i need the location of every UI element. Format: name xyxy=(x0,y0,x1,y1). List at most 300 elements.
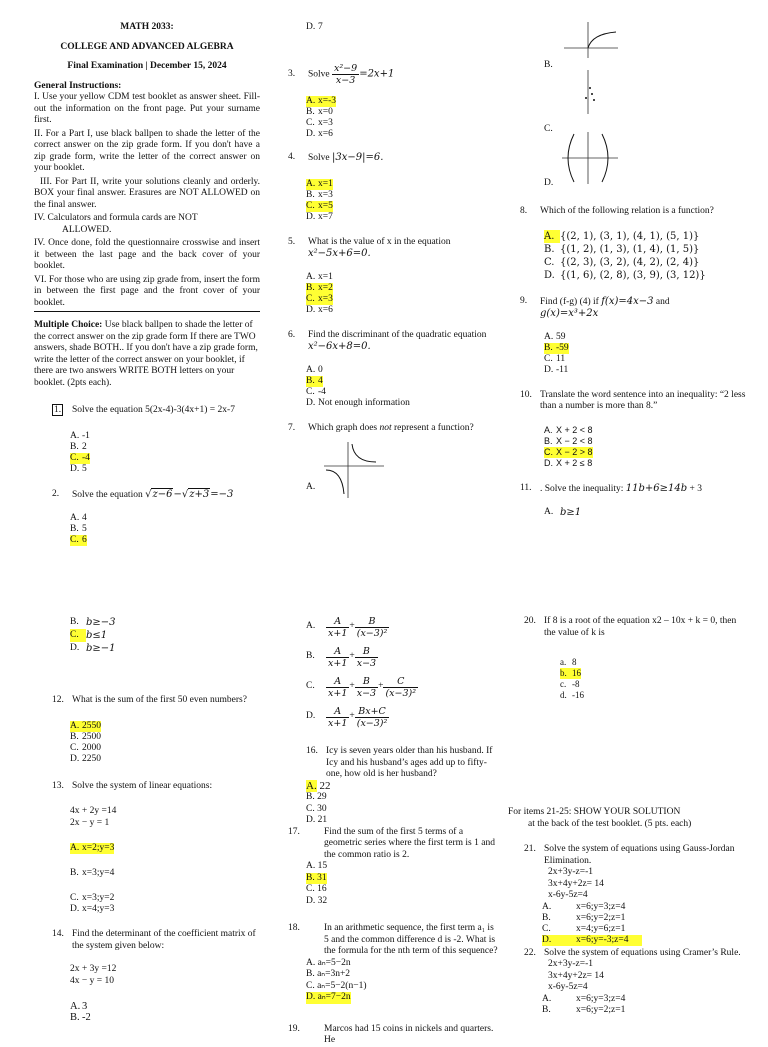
text-q1-a: -1 xyxy=(82,430,90,441)
text-q8-num: 8. xyxy=(520,206,528,216)
text-letters-D: D. xyxy=(542,934,552,945)
text-q14-num: 14. xyxy=(52,929,64,939)
text-q15opts-b-d2: x−3 xyxy=(356,657,377,669)
text-q11-text: . Solve the inequality: xyxy=(540,483,624,494)
text-letters-B: B. xyxy=(70,441,79,452)
text-letters-D: D. xyxy=(544,364,554,375)
text-q20-text: If 8 is a root of the equation x2 – 10x + k = 0, then the value of k is xyxy=(544,616,737,638)
text-q4-eq: 3x−9 xyxy=(335,152,363,163)
text-q5-eq: x²−5x+6=0. xyxy=(308,248,371,259)
text-q16-b: 29 xyxy=(317,792,327,802)
text-letters-C: C. xyxy=(544,447,556,458)
text-letters-C: C. xyxy=(542,923,551,934)
text-letters-D: D. xyxy=(70,904,80,914)
text-q15opts-d-n2: Bx+C xyxy=(355,706,390,718)
text-q10-a: X + 2 < 8 xyxy=(556,424,593,435)
text-letters-D: D. xyxy=(306,22,316,32)
text-q15opts-a-d2: (x−3)² xyxy=(356,627,388,639)
text-q19-num: 19. xyxy=(288,1023,300,1034)
text-letters-A: A. xyxy=(306,179,318,190)
text-letters-B: B. xyxy=(306,107,315,117)
graph-b-icon xyxy=(560,20,620,60)
text-q15opts-b-d1: x+1 xyxy=(328,657,348,669)
text-letters-C: C. xyxy=(306,386,315,397)
text-q3-b: x=0 xyxy=(318,107,333,117)
text-q15opts-a-n1: A xyxy=(326,616,349,628)
text-letters-C: C. xyxy=(306,884,315,894)
text-letters-A: A. xyxy=(70,721,82,732)
text-letters-D: D. xyxy=(70,643,80,653)
text-q22-e3: x-6y-5z=4 xyxy=(548,982,588,992)
text-q22-e2: 3x+4y+2z= 14 xyxy=(548,970,604,981)
question-4: 4. Solve |3x−9|=6. xyxy=(288,152,384,163)
text-q5-text: What is the value of x in the equation xyxy=(308,236,451,247)
question-3 xyxy=(288,63,498,86)
text-q9-d: -11 xyxy=(556,364,569,375)
question-17 xyxy=(288,827,498,862)
text-q15opts-b-n1: A xyxy=(326,646,349,658)
question-19 xyxy=(288,1024,498,1047)
text-q15opts-c-n1: A xyxy=(326,676,349,688)
question-18 xyxy=(288,923,498,958)
question-4-options xyxy=(306,179,498,223)
text-q12-d: 2250 xyxy=(82,753,101,764)
text-q6-b: 4 xyxy=(318,375,323,386)
text-q11-eq: 11b+6≥14b xyxy=(625,482,688,494)
text-q17-text: Find the sum of the first 5 terms of a geometric series where the first term is 1 and the common ratio is 2. xyxy=(324,826,495,860)
text-q17-c: 16 xyxy=(317,884,327,894)
text-q13-a: x=2;y=3 xyxy=(82,843,115,853)
text-q2-eq-b: z+3 xyxy=(189,488,210,500)
text-q10-text: Translate the word sentence into an inequality: “2 less than a number is more than 8.” xyxy=(540,389,746,411)
text-instructions-iv-b: ALLOWED. xyxy=(62,224,112,235)
text-letters-C: C. xyxy=(70,893,79,903)
text-letters-A: A. xyxy=(70,430,80,441)
question-6-options xyxy=(306,365,498,409)
text-q9-num: 9. xyxy=(520,295,528,306)
text-letters-D: D. xyxy=(306,129,316,139)
question-9-options xyxy=(544,332,750,376)
text-letters-A: A. xyxy=(306,779,317,792)
instructions-heading: General Instructions: xyxy=(34,80,122,91)
text-q7-text-em: not xyxy=(379,422,392,433)
question-5 xyxy=(288,237,498,260)
text-q10-num: 10. xyxy=(520,389,532,400)
multiple-choice-instructions xyxy=(34,320,260,389)
text-q4-num: 4. xyxy=(288,152,296,162)
text-q21-b: x=6;y=2;z=1 xyxy=(576,912,626,923)
column-3-page-2 xyxy=(508,616,748,1016)
text-letters-D: D. xyxy=(70,463,80,474)
question-12 xyxy=(52,695,260,707)
text-q21-text: Solve the system of equations using Gauss-Jordan Elimination. xyxy=(544,844,735,866)
text-q12-b: 2500 xyxy=(82,731,101,742)
text-q9-a: 59 xyxy=(556,331,566,342)
text-q7-d: D. xyxy=(544,178,554,188)
question-14-system xyxy=(70,964,260,987)
text-letters-C: C. xyxy=(70,742,79,753)
question-12-options xyxy=(70,721,260,765)
text-q5-a: x=1 xyxy=(318,271,333,282)
text-q15opts-c-d3: (x−3)² xyxy=(385,687,417,699)
text-letters-D: D. xyxy=(70,753,80,764)
text-letters-C: C. xyxy=(70,453,82,464)
text-letters-c: c. xyxy=(560,679,567,689)
text-letters-C: C. xyxy=(70,535,82,546)
text-letters-D: D. xyxy=(306,304,316,315)
instruction-iii: III. For Part II, write your solutions cleanly and orderly. BOX your final answer. Erasures are NOT ALLOWED on the final answer. xyxy=(34,176,260,210)
text-q18-num: 18. xyxy=(288,923,300,933)
instruction-i: I. Use your yellow CDM test booklet as answer sheet. Fill-out the information on the front page. Put your surname first. xyxy=(34,92,260,125)
text-letters-B: B. xyxy=(306,189,315,200)
text-q13-text: Solve the system of linear equations: xyxy=(72,780,213,791)
question-13 xyxy=(52,781,260,793)
text-q12-text: What is the sum of the first 50 even numbers? xyxy=(72,695,247,705)
text-q18-c: aₙ=5−2(n−1) xyxy=(317,980,367,991)
text-q3-num: 3. xyxy=(288,68,296,79)
text-letters-B: B. xyxy=(306,283,318,294)
text-q2-a: 4 xyxy=(82,513,87,523)
text-letters-A: A. xyxy=(544,424,553,435)
text-letters-B: B. xyxy=(306,872,315,883)
question-18-options xyxy=(306,958,498,1004)
question-2-option-d xyxy=(306,22,498,33)
text-letters-D: D. xyxy=(306,815,316,825)
text-q20-c: -8 xyxy=(572,679,580,689)
text-q11-d: b≥−1 xyxy=(86,643,116,654)
question-7 xyxy=(288,423,498,435)
text-letters-A: A. xyxy=(306,861,316,871)
text-q13-d: x=4;y=3 xyxy=(82,904,115,914)
text-q21-e3: x-6y-5z=4 xyxy=(548,890,588,900)
text-q3-text: Solve xyxy=(308,69,330,80)
text-q21-d: x=6;y=-3;z=4 xyxy=(576,934,629,945)
text-q3-rhs: =2x+1 xyxy=(359,68,395,80)
text-q7-text-b: represent a function? xyxy=(391,422,474,433)
text-letters-B: B. xyxy=(544,243,555,255)
question-7-graph-a xyxy=(288,440,498,500)
text-letters-C: C. xyxy=(70,629,86,642)
text-q15opts-c-d2: x−3 xyxy=(356,687,377,699)
text-letters-D: D. xyxy=(544,269,555,281)
text-q14-e1: 2x + 3y =12 xyxy=(70,964,117,974)
text-q8-text: Which of the following relation is a function? xyxy=(540,206,714,216)
text-q2-eq-a: z−6 xyxy=(152,488,173,500)
text-instructions-mc-label: Multiple Choice: xyxy=(34,320,103,330)
text-q22-num: 22. xyxy=(524,947,536,958)
text-q17-d: 32 xyxy=(317,895,328,906)
text-q11-b: b≥−3 xyxy=(86,617,116,628)
text-q15opts-d-d1: x+1 xyxy=(328,717,348,729)
text-q5-b: x=2 xyxy=(318,282,333,293)
text-letters-C: C. xyxy=(306,980,315,991)
text-q3-den-e: x−3 xyxy=(335,75,356,86)
question-14-options xyxy=(70,1001,260,1023)
instruction-iv xyxy=(34,213,260,236)
text-letters-D: D. xyxy=(306,711,316,722)
question-16 xyxy=(306,746,498,781)
text-letters-B: B. xyxy=(306,969,315,979)
question-6 xyxy=(288,330,498,353)
column-2 xyxy=(288,22,498,500)
instruction-vi: VI. For those who are using zip grade from, insert the form in between the first page and the front cover of your booklet. xyxy=(34,275,260,313)
text-q9-text-and: and xyxy=(655,296,670,307)
text-q1-text: Solve the equation 5(2x-4)-3(4x+1) = 2x-7 xyxy=(72,405,235,415)
text-q22-text: Solve the system of equations using Cramer’s Rule. xyxy=(544,947,741,958)
text-q5-d: x=6 xyxy=(318,304,333,315)
text-q4-d: x=7 xyxy=(318,211,333,222)
text-q15opts-b-n2: B xyxy=(355,646,378,658)
text-letters-B: B. xyxy=(306,792,315,802)
question-5-options xyxy=(306,272,498,316)
text-q15opts-a-n2: B xyxy=(355,616,390,628)
question-21-options xyxy=(542,902,748,946)
text-q22-b: x=6;y=2;z=1 xyxy=(576,1004,626,1015)
question-22-system xyxy=(548,959,748,994)
text-q20-a: 8 xyxy=(572,657,577,667)
text-q16-c: 30 xyxy=(317,803,327,814)
instruction-iv-fold: IV. Once done, fold the questionnaire crosswise and insert it between the last page and the back cover of your booklet. xyxy=(34,238,260,271)
part-2-instructions xyxy=(508,807,748,830)
exam-title: Final Examination | December 15, 2024 xyxy=(67,61,227,71)
text-letters-A: A. xyxy=(70,843,82,854)
text-q16-a: 22 xyxy=(319,779,331,792)
question-3-options xyxy=(306,96,498,140)
text-letters-A: A. xyxy=(70,1001,81,1012)
text-q7-b: B. xyxy=(544,60,553,70)
text-q10-c: X − 2 > 8 xyxy=(556,446,593,457)
answer-highlight: -4 xyxy=(82,452,90,463)
text-q15opts-a-d1: x+1 xyxy=(328,627,348,639)
text-q1-num: 1. xyxy=(54,405,62,415)
graph-a-icon xyxy=(318,440,388,500)
question-15-option-b: B. $\frac{A}{x+1}$ + $\frac{B}{x-3}$ xyxy=(306,645,377,669)
text-q4-a: x=1 xyxy=(318,178,333,189)
text-q6-c: -4 xyxy=(318,386,326,397)
text-letters-C: C. xyxy=(544,353,553,364)
exam-page-2 xyxy=(0,512,768,1045)
text-letters-B: B. xyxy=(542,1004,551,1015)
text-q7-text-a: Which graph does xyxy=(308,422,380,433)
text-q5-num: 5. xyxy=(288,236,296,247)
text-q4-c: x=5 xyxy=(318,200,333,211)
column-2-page-2 xyxy=(288,612,498,1047)
text-q1-d: 5 xyxy=(82,463,87,474)
text-letters-A: A. xyxy=(306,621,316,632)
text-q11-c: b≤1 xyxy=(86,630,108,641)
text-q3-d: x=6 xyxy=(318,129,333,139)
text-q14-text: Find the determinant of the coefficient matrix of the system given below: xyxy=(72,929,256,951)
text-letters-B: B. xyxy=(70,731,79,742)
text-letters-a: a. xyxy=(560,657,567,667)
text-q6-d: Not enough information xyxy=(318,397,410,408)
question-22-options xyxy=(542,994,748,1016)
text-instructions-iv-a: IV. Calculators and formula cards are NOT xyxy=(34,213,198,223)
text-q9-eq-g: g(x)=x³+2x xyxy=(540,308,599,319)
text-letters-B: B. xyxy=(306,651,315,662)
text-q22-a: x=6;y=3;z=4 xyxy=(576,993,626,1004)
text-q6-text: Find the discriminant of the quadratic equation xyxy=(308,329,487,340)
column-3 xyxy=(520,18,750,518)
text-q9-text-a: Find (f-g) (4) if xyxy=(540,296,599,307)
question-15-options xyxy=(306,612,498,732)
text-q5-c: x=3 xyxy=(318,293,333,304)
text-q21-e2: 3x+4y+2z= 14 xyxy=(548,878,604,889)
question-15-option-a: A. $\frac{A}{x+1}$ + $\frac{B}{\text{(x−3)²}}$ xyxy=(306,615,388,639)
text-q14-e2: 4x − y = 10 xyxy=(70,975,114,986)
text-q17-a: 15 xyxy=(317,861,328,871)
text-q7-num: 7. xyxy=(288,422,296,433)
question-2: 2. Solve the equation √z−6−√z+3=−3 xyxy=(52,488,234,500)
text-letters-b: b. xyxy=(560,668,572,679)
text-q4-text: Solve xyxy=(308,153,330,163)
text-q21-c: x=4;y=6;z=1 xyxy=(576,923,626,934)
text-q18-text: In an arithmetic sequence, the first term a₁ is 5 and the common difference d is -2. What is the formula for the nth term of this sequence? xyxy=(324,923,498,956)
text-letters-A: A. xyxy=(306,271,316,282)
text-q17-num: 17. xyxy=(288,826,300,837)
question-1 xyxy=(52,405,260,417)
course-title: COLLEGE AND ADVANCED ALGEBRA xyxy=(60,41,234,52)
text-q18-d: aₙ=7−2n xyxy=(317,992,351,1002)
text-q16-d: 21 xyxy=(317,815,328,825)
text-q13-b: x=3;y=4 xyxy=(82,868,115,878)
text-q9-c: 11 xyxy=(556,353,566,364)
text-q12-num: 12. xyxy=(52,695,64,705)
text-q11-a: b≥1 xyxy=(560,507,582,518)
text-letters-A: A. xyxy=(544,331,554,342)
text-letters-B: B. xyxy=(70,524,79,534)
question-9 xyxy=(520,296,750,320)
text-q21-a: x=6;y=3;z=4 xyxy=(576,901,626,912)
text-q22-e1: 2x+3y-z=-1 xyxy=(548,959,594,969)
text-q14-b: -2 xyxy=(82,1012,91,1023)
text-letters-B: B. xyxy=(70,1012,80,1023)
text-letters-A: A. xyxy=(542,993,552,1004)
text-q17-b: 31 xyxy=(317,872,327,883)
column-1 xyxy=(34,22,260,546)
question-13-system xyxy=(70,806,260,829)
text-q4-rhs: =6. xyxy=(365,152,384,163)
text-q2d-d: 7 xyxy=(318,22,323,32)
graph-d-icon xyxy=(560,130,620,186)
text-letters-A: A. xyxy=(544,230,560,243)
text-letters-B: B. xyxy=(306,376,318,387)
text-letters-B: B. xyxy=(70,868,79,878)
text-letters-A: A. xyxy=(306,957,316,968)
text-q20-num: 20. xyxy=(524,616,536,626)
text-q6-eq: x²−6x+8=0. xyxy=(308,341,371,352)
text-letters-C: C. xyxy=(306,681,315,692)
text-q6-a: 0 xyxy=(318,364,323,375)
question-8 xyxy=(520,206,750,218)
text-letters-A: A. xyxy=(542,901,552,912)
text-q13-e1: 4x + 2y =14 xyxy=(70,806,117,816)
text-q12-c: 2000 xyxy=(82,742,101,753)
question-13-option-a xyxy=(70,843,260,854)
instruction-ii: II. For a Part I, use black ballpen to shade the letter of the correct answer on the zip grade form. If you don't have a zip grade form, write the letter of the correct answer on your booklet. xyxy=(34,128,260,173)
text-q16-num: 16. xyxy=(306,746,318,756)
answer-highlight: 6 xyxy=(82,535,87,545)
text-q2-num: 2. xyxy=(52,489,60,499)
question-1-options xyxy=(70,431,260,475)
text-q4-b: x=3 xyxy=(318,189,333,200)
text-q9-b: -59 xyxy=(556,342,569,353)
question-10-options xyxy=(544,425,750,469)
text-q20-b: 16 xyxy=(572,668,581,678)
column-1-page-2 xyxy=(34,616,260,1023)
text-letters-D: D. xyxy=(306,211,316,222)
text-instructions-mc-text: Use black ballpen to shade the letter of the correct answer on the zip grade form If there are TWO answers, shade BOTH.. If you don't have a zip grade form, write the letter of the correct answer on your booklet, if there are two answers WRITE BOTH letters on your booklet. (2pts each). xyxy=(34,320,258,388)
text-q8-c: {(2, 3), (3, 2), (4, 2), (2, 4)} xyxy=(560,256,700,268)
text-q13-num: 13. xyxy=(52,780,64,791)
text-letters-A: A. xyxy=(544,507,554,517)
text-q10-d: X + 2 ≤ 8 xyxy=(556,457,593,468)
text-q11-num: 11. xyxy=(520,482,532,493)
text-q11-eq-tail: + 3 xyxy=(687,483,702,494)
text-letters-B: B. xyxy=(542,912,551,923)
text-q13-e2: 2x − y = 1 xyxy=(70,817,110,828)
question-8-options xyxy=(544,230,750,282)
text-letters-B: B. xyxy=(70,617,79,627)
text-letters-C: C. xyxy=(306,803,315,814)
text-q8-a: {(2, 1), (3, 1), (4, 1), (5, 1)} xyxy=(560,230,700,242)
text-q12-a: 2550 xyxy=(82,720,101,731)
text-q3-num-e: x²−9 xyxy=(334,63,358,74)
text-q8-d: {(1, 6), (2, 8), (3, 9), (3, 12)} xyxy=(560,269,706,281)
question-7-graphs-bcd xyxy=(520,18,750,188)
text-letters-C: C. xyxy=(306,294,318,305)
text-q20-d: -16 xyxy=(572,690,584,700)
text-q14-a: 3 xyxy=(82,1001,88,1012)
text-letters-C: C. xyxy=(306,118,315,128)
text-letters-D: D. xyxy=(306,895,316,906)
course-code: MATH 2033: xyxy=(120,22,174,32)
question-16-options xyxy=(306,781,498,827)
text-q15opts-d-d2: (x−3)² xyxy=(356,717,388,729)
text-letters-C: C. xyxy=(306,201,318,212)
text-q2-eq-c: =−3 xyxy=(210,488,234,500)
text-q15opts-d-n1: A xyxy=(326,706,349,718)
question-21-system xyxy=(548,867,748,902)
text-letters-d: d. xyxy=(560,690,567,700)
text-letters-C: C. xyxy=(544,256,555,268)
text-q7-a: A. xyxy=(306,482,316,492)
graph-c-icon xyxy=(560,68,620,116)
text-letters-B: B. xyxy=(544,435,553,446)
text-part2-text-b: at the back of the test booklet. (5 pts. each) xyxy=(528,818,692,829)
text-q15opts-c-n3: C xyxy=(383,676,418,688)
text-letters-A: A. xyxy=(306,96,318,107)
question-11-options-rest xyxy=(70,616,260,655)
question-17-options xyxy=(306,861,498,907)
question-11 xyxy=(520,483,750,496)
text-q7-c: C. xyxy=(544,124,553,134)
question-14 xyxy=(52,929,260,952)
text-q6-num: 6. xyxy=(288,329,296,340)
question-20-options xyxy=(560,657,748,701)
text-q21-num: 21. xyxy=(524,844,536,854)
question-20 xyxy=(524,616,748,639)
question-15-option-c: C. $\frac{A}{x+1}$ + $\frac{B}{x-3}$ + $\frac{C}{\text{(x−3)²}}$ xyxy=(306,675,417,699)
text-q8-b: {(1, 2), (1, 3), (1, 4), (1, 5)} xyxy=(560,243,700,255)
text-q21-e1: 2x+3y-z=-1 xyxy=(548,867,594,877)
text-q15opts-c-d1: x+1 xyxy=(328,687,348,699)
question-13-option-b xyxy=(70,868,260,879)
text-q2-text: Solve the equation xyxy=(72,489,143,500)
question-21 xyxy=(524,844,748,867)
text-letters-A: A. xyxy=(306,364,316,375)
text-letters-B: B. xyxy=(544,343,556,354)
